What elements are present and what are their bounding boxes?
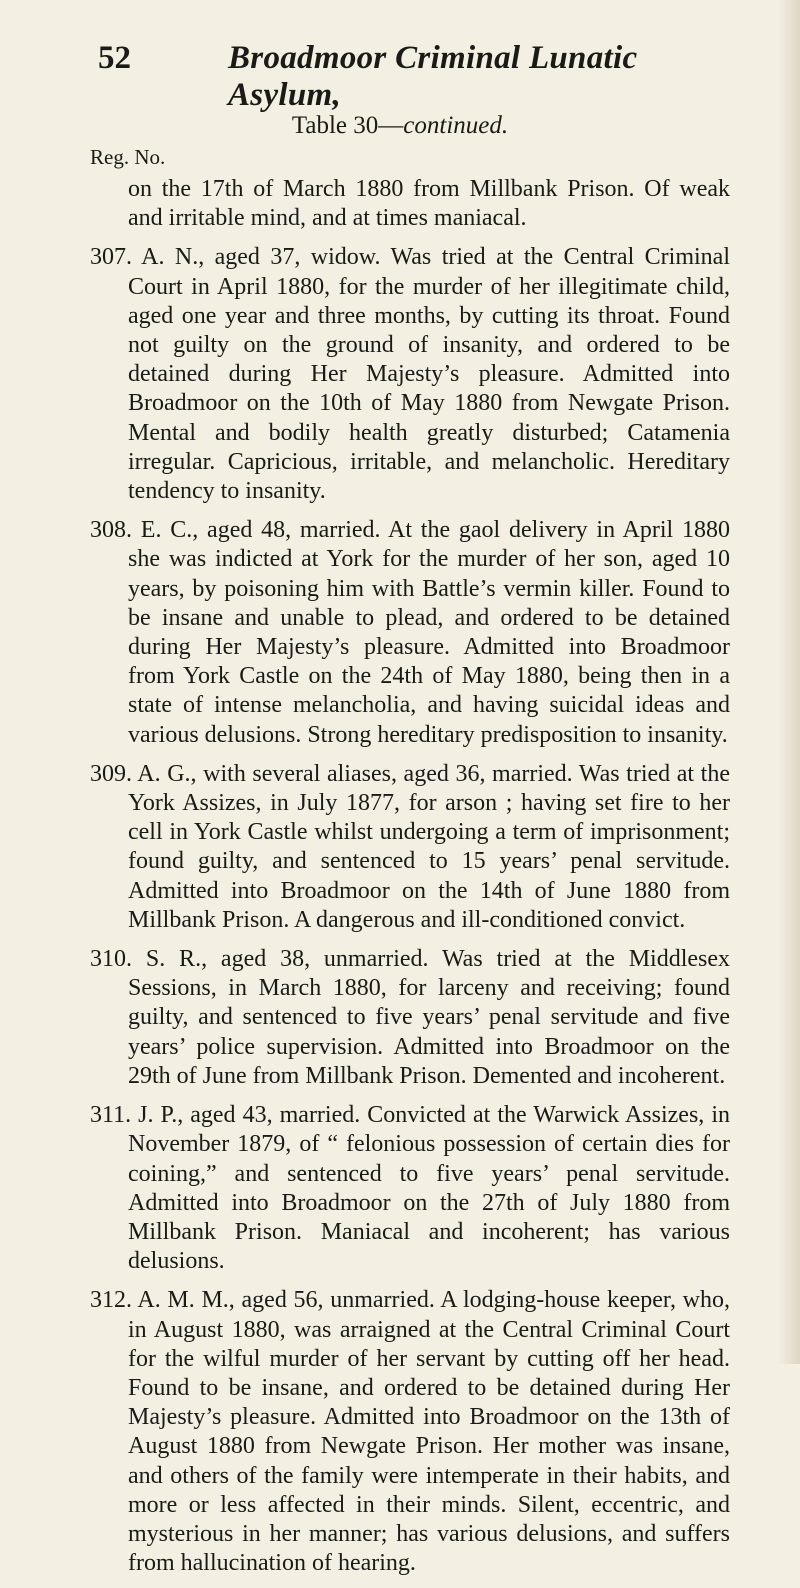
entry-text: A. G., with several aliases, aged 36, married. Was tried at the York Assizes, in July 1877, for arson ; having set fire to her cell in York Castle whilst undergoing a term of imprisonment; found guilty, and sentenced to 15 years’ penal servitude. Admitted into Broadmoor on the 14th of June 1880 from Millbank Prison. A dangerous and ill-conditioned convict. [128, 760, 730, 933]
entry-text: E. C., aged 48, married. At the gaol delivery in April 1880 she was indicted at York for the murder of her son, aged 10 years, by poisoning him with Battle’s vermin killer. Found to be insane and unable to plead, and ordered to be detained during Her Majesty’s pleasure. Admitted into Broadmoor from York Castle on the 24th of May 1880, being then in a state of intense melancholia, and having suicidal ideas and various delusions. Strong hereditary predisposition to insanity. [128, 517, 730, 748]
entry-309 [90, 760, 730, 935]
table-heading-continued: continued. [403, 112, 509, 139]
entry-number: 309. [90, 760, 132, 787]
entry-text: A. M. M., aged 56, unmarried. A lodging-house keeper, who, in August 1880, was arraigned at the Central Criminal Court for the wilful murder of her servant by cutting off her head. Found to be insane, and ordered to be detained during Her Majesty’s pleasure. Admitted into Broadmoor on the 13th of August 1880 from Newgate Prison. Her mother was insane, and others of the family were intemperate in their habits, and more or less affected in their minds. Silent, eccentric, and mysterious in her manner; has various delusions, and suffers from hallucination of hearing. [128, 1287, 730, 1577]
entry-text: S. R., aged 38, unmarried. Was tried at the Middlesex Sessions, in March 1880, for larceny and receiving; found guilty, and sentenced to five years’ penal servitude and five years’ police supervision. Admitted into Broadmoor on the 29th of June from Millbank Prison. Demented and incoherent. [128, 946, 731, 1089]
entry-number: 311. [90, 1102, 132, 1129]
entry-number: 308. [90, 517, 132, 544]
entries-body [90, 175, 730, 1588]
reg-no-label: Reg. No. [90, 145, 166, 169]
entry-308 [90, 516, 730, 750]
entry-312 [90, 1286, 730, 1578]
table-heading [0, 112, 800, 140]
entry-text: A. N., aged 37, widow. Was tried at the Central Criminal Court in April 1880, for the murder of her illegitimate child, aged one year and three months, by cutting its throat. Found not guilty on the ground of insanity, and ordered to be detained during Her Majesty’s pleasure. Admitted into Broadmoor on the 10th of May 1880 from Newgate Prison. Mental and bodily health greatly disturbed; Catamenia irregular. Capricious, irritable, and melancholic. Hereditary tendency to insanity. [128, 244, 730, 505]
entry-310 [90, 945, 730, 1091]
page-number: 52 [98, 40, 131, 76]
entry-number: 310. [90, 946, 132, 973]
continuation-paragraph: on the 17th of March 1880 from Millbank Prison. Of weak and irritable mind, and at times maniacal. [128, 176, 730, 232]
entry-number: 307. [90, 244, 132, 271]
table-heading-label: Table 30— [291, 112, 404, 139]
running-title: Broadmoor Criminal Lunatic Asylum, [228, 40, 638, 113]
entry-307 [90, 243, 730, 506]
entry-311 [90, 1101, 730, 1276]
entry-text: J. P., aged 43, married. Convicted at the Warwick Assizes, in November 1879, of “ felonious possession of certain dies for coining,” and sentenced to five years’ penal servitude. Admitted into Broadmoor on the 27th of July 1880 from Millbank Prison. Maniacal and incoherent; has various delusions. [128, 1102, 731, 1275]
page-edge-shadow [778, 0, 800, 1364]
page-header [98, 40, 738, 113]
entry-number: 312. [90, 1287, 132, 1314]
